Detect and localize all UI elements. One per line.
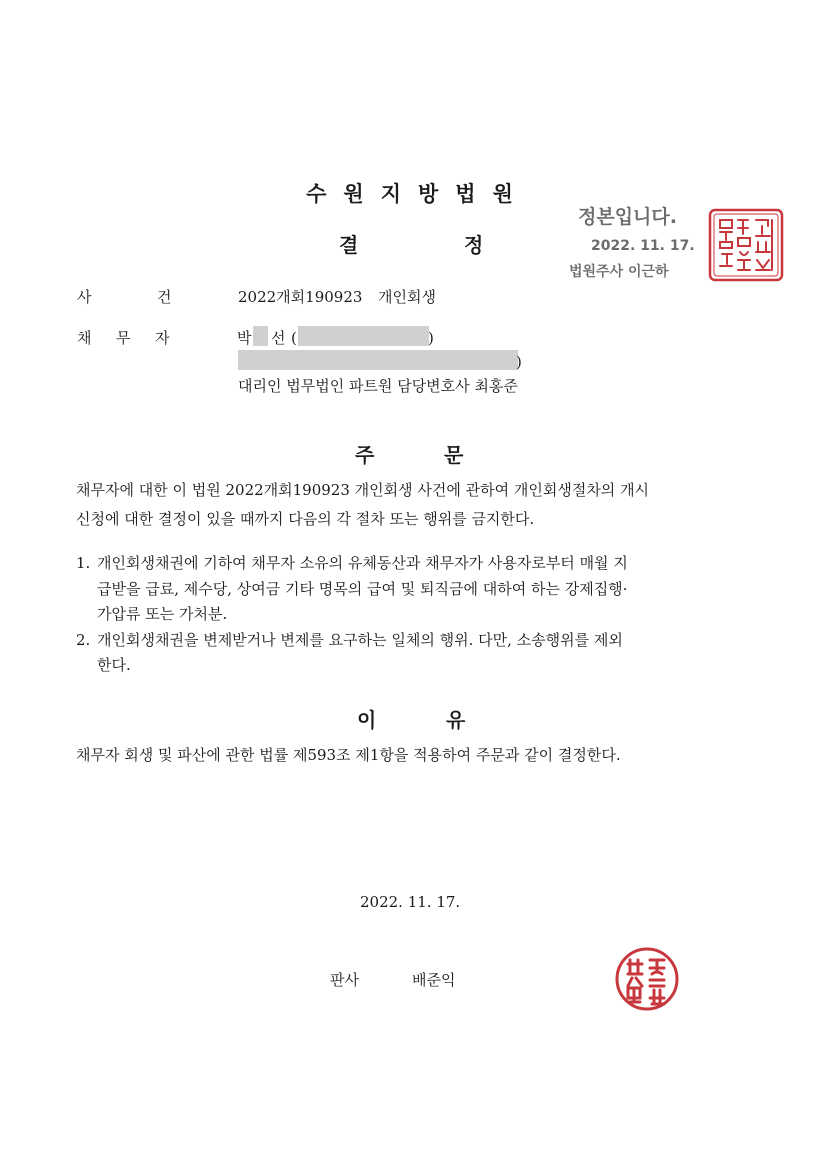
- debtor-label-char-3: 자: [155, 329, 170, 347]
- debtor-label-char-1: 채: [77, 329, 92, 347]
- certified-copy-clerk: 법원주사 이근하: [569, 264, 669, 280]
- order-item-2-number: 2.: [76, 631, 91, 649]
- judge-seal-icon: [614, 946, 680, 1012]
- redacted-id-block: [298, 326, 429, 346]
- case-label-1: 사: [77, 288, 92, 306]
- certified-copy-title: 정본입니다.: [578, 206, 677, 228]
- certified-copy-date: 2022. 11. 17.: [591, 238, 695, 254]
- order-item-1-line-3: 가압류 또는 가처분.: [97, 605, 228, 623]
- order-item-1-line-1: 개인회생채권에 기하여 채무자 소유의 유체동산과 채무자가 사용자로부터 매월 지: [97, 554, 628, 572]
- redacted-name-block: [253, 326, 268, 346]
- decision-date: 2022. 11. 17.: [360, 893, 461, 911]
- reason-heading-right: 유: [446, 708, 466, 732]
- order-item-2-line-1: 개인회생채권을 변제받거나 변제를 요구하는 일체의 행위. 다만, 소송행위를 제외: [97, 631, 623, 649]
- order-intro-line-1: 채무자에 대한 이 법원 2022개회190923 개인회생 사건에 관하여 개인회생절차의 개시: [76, 481, 650, 499]
- order-heading-left: 주: [355, 443, 375, 467]
- redacted-address-block: [238, 350, 518, 370]
- reason-text: 채무자 회생 및 파산에 관한 법률 제593조 제1항을 적용하여 주문과 같이 결정한다.: [76, 746, 621, 764]
- court-name: 수원지방법원: [306, 182, 530, 206]
- doc-type-right: 정: [464, 233, 484, 257]
- reason-heading-left: 이: [357, 708, 377, 732]
- judge-title: 판사: [330, 971, 359, 989]
- order-item-1-line-2: 급받을 급료, 제수당, 상여금 기타 명목의 급여 및 퇴직금에 대하여 하는 강제집행·: [97, 580, 628, 598]
- order-intro-line-2: 신청에 대한 결정이 있을 때까지 다음의 각 절차 또는 행위를 금지한다.: [76, 510, 535, 528]
- debtor-name-first: 박: [237, 329, 252, 347]
- case-label-2: 건: [157, 288, 172, 306]
- doc-type-left: 결: [339, 233, 359, 257]
- judge-name: 배준익: [412, 971, 456, 989]
- address-close-paren: ): [516, 353, 522, 371]
- debtor-open-paren: (: [291, 329, 297, 347]
- case-type: 개인회생: [378, 288, 436, 306]
- debtor-representative: 대리인 법무법인 파트원 담당변호사 최홍준: [238, 377, 518, 395]
- debtor-label-char-2: 무: [116, 329, 131, 347]
- debtor-name-last: 선: [271, 329, 286, 347]
- order-heading-right: 문: [444, 443, 464, 467]
- order-item-2-line-2: 한다.: [97, 656, 131, 674]
- case-number: 2022개회190923: [238, 288, 363, 306]
- debtor-close-paren: ): [428, 329, 434, 347]
- order-item-1-number: 1.: [76, 554, 91, 572]
- clerk-seal-icon: [708, 208, 784, 282]
